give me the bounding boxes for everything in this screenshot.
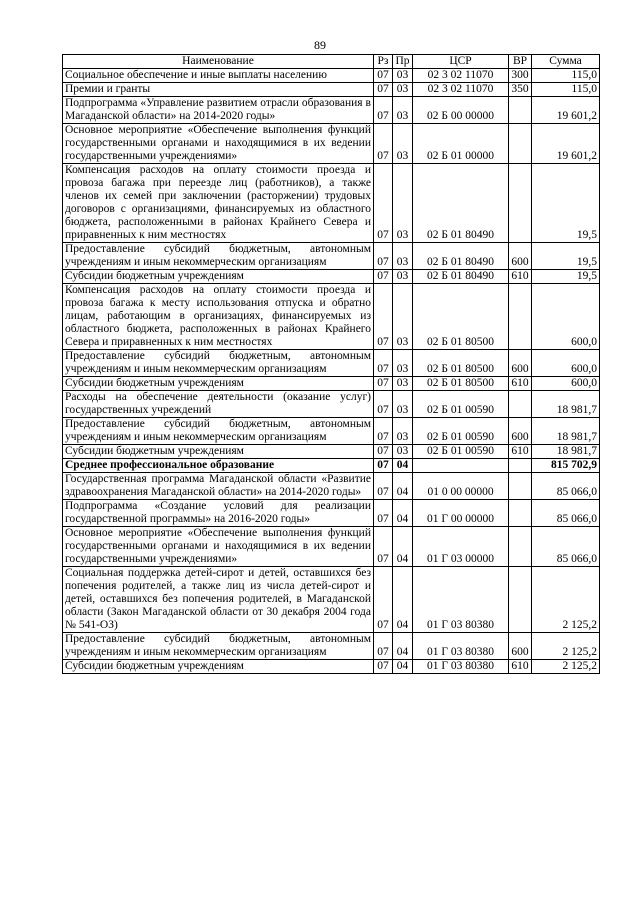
- cell-rz: 07: [374, 567, 393, 633]
- cell-vr: 600: [509, 633, 532, 660]
- table-row: [63, 164, 600, 243]
- cell-pr: 03: [393, 377, 413, 391]
- table-row: [63, 83, 600, 97]
- cell-rz: 07: [374, 69, 393, 83]
- page-number: 89: [314, 38, 326, 52]
- cell-csr: 01 0 00 00000: [413, 473, 509, 500]
- header-csr: ЦСР: [413, 55, 509, 69]
- cell-csr: 02 Б 01 00590: [413, 445, 509, 459]
- cell-pr: 03: [393, 69, 413, 83]
- cell-sum: 2 125,2: [532, 567, 600, 633]
- cell-rz: 07: [374, 377, 393, 391]
- cell-sum: 815 702,9: [532, 459, 600, 473]
- cell-csr: 02 Б 01 00000: [413, 124, 509, 164]
- cell-vr: 600: [509, 350, 532, 377]
- cell-csr: 02 Б 01 80490: [413, 164, 509, 243]
- cell-pr: 03: [393, 83, 413, 97]
- cell-vr: 610: [509, 445, 532, 459]
- cell-vr: 600: [509, 243, 532, 270]
- cell-rz: 07: [374, 459, 393, 473]
- cell-csr: 02 3 02 11070: [413, 83, 509, 97]
- cell-rz: 07: [374, 124, 393, 164]
- cell-rz: 07: [374, 473, 393, 500]
- cell-csr: 02 Б 01 80500: [413, 284, 509, 350]
- table-row: [63, 459, 600, 473]
- cell-rz: 07: [374, 418, 393, 445]
- cell-sum: 600,0: [532, 350, 600, 377]
- cell-pr: 04: [393, 500, 413, 527]
- cell-name: Социальное обеспечение и иные выплаты населению: [63, 69, 374, 83]
- cell-sum: 115,0: [532, 69, 600, 83]
- cell-vr: 610: [509, 660, 532, 674]
- header-name: Наименование: [63, 55, 374, 69]
- cell-sum: 19,5: [532, 243, 600, 270]
- cell-pr: 03: [393, 391, 413, 418]
- cell-name: Предоставление субсидий бюджетным, автономным учреждениям и иным некоммерческим организациям: [63, 633, 374, 660]
- table-row: [63, 500, 600, 527]
- cell-pr: 03: [393, 124, 413, 164]
- cell-vr: 300: [509, 69, 532, 83]
- cell-rz: 07: [374, 83, 393, 97]
- cell-rz: 07: [374, 527, 393, 567]
- cell-name: Субсидии бюджетным учреждениям: [63, 445, 374, 459]
- cell-rz: 07: [374, 97, 393, 124]
- cell-sum: 19,5: [532, 270, 600, 284]
- cell-csr: 02 Б 00 00000: [413, 97, 509, 124]
- cell-rz: 07: [374, 500, 393, 527]
- cell-pr: 03: [393, 350, 413, 377]
- cell-pr: 03: [393, 418, 413, 445]
- cell-name: Предоставление субсидий бюджетным, автономным учреждениям и иным некоммерческим организациям: [63, 350, 374, 377]
- cell-rz: 07: [374, 270, 393, 284]
- cell-sum: 19 601,2: [532, 97, 600, 124]
- table-row: [63, 473, 600, 500]
- cell-name: Компенсация расходов на оплату стоимости проезда и провоза багажа при переезде лиц (работников), а также членов их семей при заключении (расторжении) трудовых договоров с организациями, финансируемых из областного бюджета, расположенными в районах Крайнего Севера и приравненных к ним местностях: [63, 164, 374, 243]
- cell-vr: 610: [509, 377, 532, 391]
- cell-rz: 07: [374, 164, 393, 243]
- cell-csr: 01 Г 00 00000: [413, 500, 509, 527]
- cell-pr: 03: [393, 164, 413, 243]
- cell-sum: 85 066,0: [532, 473, 600, 500]
- cell-vr: [509, 391, 532, 418]
- table-row: [63, 445, 600, 459]
- cell-name: Основное мероприятие «Обеспечение выполнения функций государственными органами и находящимися в их ведении государственными учреждениями»: [63, 527, 374, 567]
- table-row: [63, 124, 600, 164]
- cell-pr: 04: [393, 633, 413, 660]
- cell-sum: 18 981,7: [532, 418, 600, 445]
- cell-csr: 02 Б 01 80490: [413, 270, 509, 284]
- cell-sum: 18 981,7: [532, 445, 600, 459]
- cell-rz: 07: [374, 350, 393, 377]
- cell-rz: 07: [374, 284, 393, 350]
- cell-name: Предоставление субсидий бюджетным, автономным учреждениям и иным некоммерческим организациям: [63, 243, 374, 270]
- cell-sum: 600,0: [532, 377, 600, 391]
- cell-vr: [509, 284, 532, 350]
- cell-sum: 115,0: [532, 83, 600, 97]
- cell-vr: 600: [509, 418, 532, 445]
- cell-pr: 03: [393, 270, 413, 284]
- table-row: [63, 633, 600, 660]
- cell-name: Социальная поддержка детей-сирот и детей, оставшихся без попечения родителей, а также лиц из числа детей-сирот и детей, оставшихся без попечения родителей, в Магаданской области (Закон Магаданской области от 30 декабря 2004 года № 541-ОЗ): [63, 567, 374, 633]
- table-row: [63, 527, 600, 567]
- cell-name: Подпрограмма «Управление развитием отрасли образования в Магаданской области» на 2014-2020 годы»: [63, 97, 374, 124]
- table-row: [63, 377, 600, 391]
- budget-table: [62, 54, 600, 674]
- cell-csr: 02 Б 01 80500: [413, 350, 509, 377]
- cell-csr: 02 Б 01 80500: [413, 377, 509, 391]
- cell-vr: [509, 473, 532, 500]
- cell-pr: 03: [393, 97, 413, 124]
- cell-name: Компенсация расходов на оплату стоимости проезда и провоза багажа к месту использования отпуска и обратно лицам, работающим в организациях, финансируемых из областного бюджета, расположенных в районах Крайнего Севера и приравненных к ним местностях: [63, 284, 374, 350]
- cell-sum: 2 125,2: [532, 660, 600, 674]
- cell-pr: 04: [393, 527, 413, 567]
- cell-vr: [509, 164, 532, 243]
- table-body: [63, 69, 600, 674]
- cell-pr: 04: [393, 473, 413, 500]
- cell-vr: [509, 97, 532, 124]
- cell-csr: [413, 459, 509, 473]
- cell-sum: 19 601,2: [532, 124, 600, 164]
- cell-name: Субсидии бюджетным учреждениям: [63, 270, 374, 284]
- cell-name: Государственная программа Магаданской области «Развитие здравоохранения Магаданской области» на 2014-2020 годы»: [63, 473, 374, 500]
- cell-csr: 01 Г 03 80380: [413, 567, 509, 633]
- cell-pr: 04: [393, 660, 413, 674]
- cell-name: Субсидии бюджетным учреждениям: [63, 377, 374, 391]
- cell-rz: 07: [374, 633, 393, 660]
- cell-vr: [509, 567, 532, 633]
- cell-sum: 2 125,2: [532, 633, 600, 660]
- table-header-row: [63, 55, 600, 69]
- cell-rz: 07: [374, 445, 393, 459]
- cell-csr: 01 Г 03 00000: [413, 527, 509, 567]
- table-row: [63, 243, 600, 270]
- cell-csr: 02 Б 01 00590: [413, 391, 509, 418]
- cell-vr: [509, 527, 532, 567]
- cell-name: Премии и гранты: [63, 83, 374, 97]
- cell-sum: 18 981,7: [532, 391, 600, 418]
- cell-name: Подпрограмма «Создание условий для реализации государственной программы» на 2016-2020 годы»: [63, 500, 374, 527]
- cell-sum: 600,0: [532, 284, 600, 350]
- table-row: [63, 97, 600, 124]
- cell-rz: 07: [374, 660, 393, 674]
- table-row: [63, 391, 600, 418]
- cell-rz: 07: [374, 391, 393, 418]
- cell-vr: [509, 124, 532, 164]
- cell-vr: [509, 500, 532, 527]
- cell-name: Расходы на обеспечение деятельности (оказание услуг) государственных учреждений: [63, 391, 374, 418]
- cell-name: Предоставление субсидий бюджетным, автономным учреждениям и иным некоммерческим организациям: [63, 418, 374, 445]
- cell-vr: 610: [509, 270, 532, 284]
- cell-name: Основное мероприятие «Обеспечение выполнения функций государственными органами и находящимися в их ведении государственными учреждениями»: [63, 124, 374, 164]
- header-sum: Сумма: [532, 55, 600, 69]
- cell-csr: 01 Г 03 80380: [413, 633, 509, 660]
- cell-pr: 04: [393, 459, 413, 473]
- cell-name: Среднее профессиональное образование: [63, 459, 374, 473]
- cell-name: Субсидии бюджетным учреждениям: [63, 660, 374, 674]
- cell-rz: 07: [374, 243, 393, 270]
- table-row: [63, 567, 600, 633]
- table-row: [63, 270, 600, 284]
- cell-vr: [509, 459, 532, 473]
- cell-pr: 04: [393, 567, 413, 633]
- table-row: [63, 350, 600, 377]
- header-vr: ВР: [509, 55, 532, 69]
- cell-sum: 19,5: [532, 164, 600, 243]
- cell-pr: 03: [393, 243, 413, 270]
- cell-csr: 02 Б 01 00590: [413, 418, 509, 445]
- cell-pr: 03: [393, 445, 413, 459]
- cell-sum: 85 066,0: [532, 527, 600, 567]
- cell-vr: 350: [509, 83, 532, 97]
- header-pr: Пр: [393, 55, 413, 69]
- cell-sum: 85 066,0: [532, 500, 600, 527]
- table-row: [63, 418, 600, 445]
- header-rz: Рз: [374, 55, 393, 69]
- cell-csr: 01 Г 03 80380: [413, 660, 509, 674]
- cell-pr: 03: [393, 284, 413, 350]
- table-row: [63, 660, 600, 674]
- cell-csr: 02 3 02 11070: [413, 69, 509, 83]
- cell-csr: 02 Б 01 80490: [413, 243, 509, 270]
- table-row: [63, 284, 600, 350]
- table-row: [63, 69, 600, 83]
